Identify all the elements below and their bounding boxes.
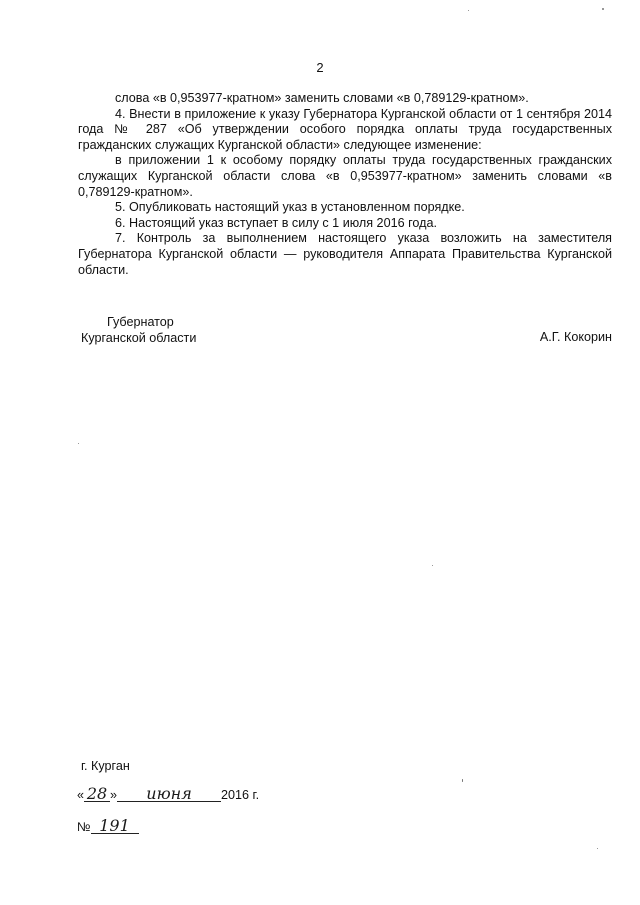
city-label: г. Курган: [81, 759, 130, 773]
number-sign: №: [77, 820, 91, 834]
date-year: 2016 г.: [221, 788, 260, 802]
scan-speck: [468, 10, 469, 11]
date-open-quote: «: [77, 788, 85, 802]
signing-date: [77, 786, 259, 802]
signatory-position: [81, 314, 196, 346]
scan-speck: [432, 565, 433, 566]
scan-speck: [78, 443, 79, 444]
paragraph-6: 7. Контроль за выполнением настоящего указа возложить на заместителя Губернатора Курганской области — руководителя Аппарата Правительства Курганской области.: [78, 231, 612, 277]
paragraph-3: в приложении 1 к особому порядку оплаты труда государственных гражданских служащих Курганской области слова «в 0,953977-кратном» заменить словами «в 0,789129-кратном».: [78, 153, 612, 199]
date-month-handwritten: июня: [117, 786, 221, 802]
signatory-region: Курганской области: [81, 331, 197, 345]
scan-speck: [462, 779, 463, 782]
scan-speck: [597, 848, 598, 849]
signatory-name: А.Г. Кокорин: [539, 330, 612, 344]
date-day-handwritten: 28: [84, 786, 110, 802]
paragraph-1: слова «в 0,953977-кратном» заменить словами «в 0,789129-кратном».: [115, 91, 529, 105]
scan-speck: [602, 8, 604, 10]
paragraph-5: 6. Настоящий указ вступает в силу с 1 июля 2016 года.: [115, 215, 437, 230]
decree-number: [77, 818, 139, 834]
paragraph-2: 4. Внести в приложение к указу Губернатора Курганской области от 1 сентября 2014 года № 287 «Об утверждении особого порядка оплаты труда государственных гражданских служащих Курганской области» следующее изменение:: [78, 106, 612, 152]
document-body: [78, 91, 612, 278]
number-handwritten: 191: [91, 818, 139, 834]
signatory-title: Губернатор: [107, 315, 174, 329]
date-close-quote: »: [110, 788, 118, 802]
page-number: 2: [316, 60, 324, 75]
paragraph-4: 5. Опубликовать настоящий указ в установленном порядке.: [115, 200, 465, 215]
